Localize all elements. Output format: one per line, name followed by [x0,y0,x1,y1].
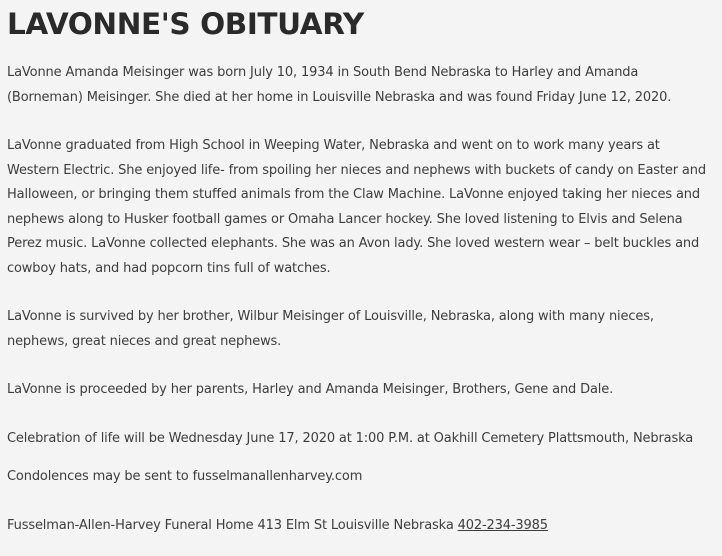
paragraph-survived: LaVonne is survived by her brother, Wilbur Meisinger of Louisville, Nebraska, along with many nieces, nephews, great nieces and great nephews. [7,309,654,349]
funeral-home-footer [7,514,715,539]
funeral-home-address: Fusselman-Allen-Harvey Funeral Home 413 Elm St Louisville Nebraska [7,517,458,533]
phone-link[interactable]: 402-234-3985 [457,517,548,533]
paragraph-preceded: LaVonne is proceeded by her parents, Harley and Amanda Meisinger, Brothers, Gene and Dale. [7,382,614,397]
paragraph-birth: LaVonne Amanda Meisinger was born July 10, 1934 in South Bend Nebraska to Harley and Amanda (Borneman) Meisinger. She died at her home in Louisville Nebraska and was found Friday June 12, 2020. [7,65,672,105]
page-title: LAVONNE'S OBITUARY [7,7,364,41]
paragraph-condolences: Condolences may be sent to fusselmanallenharvey.com [7,469,363,484]
paragraph-life: LaVonne graduated from High School in Weeping Water, Nebraska and went on to work many years at Western Electric. She enjoyed life- from spoiling her nieces and nephews with buckets of candy on Easter and Halloween, or bringing them stuffed animals from the Claw Machine. LaVonne enjoyed taking her nieces and nephews along to Husker football games or Omaha Lancer hockey. She loved listening to Elvis and Selena Perez music. LaVonne collected elephants. She was an Avon lady. She loved western wear – belt buckles and cowboy hats, and had popcorn tins full of watches. [7,138,706,276]
paragraph-celebration: Celebration of life will be Wednesday June 17, 2020 at 1:00 P.M. at Oakhill Cemetery Plattsmouth, Nebraska [7,430,694,446]
